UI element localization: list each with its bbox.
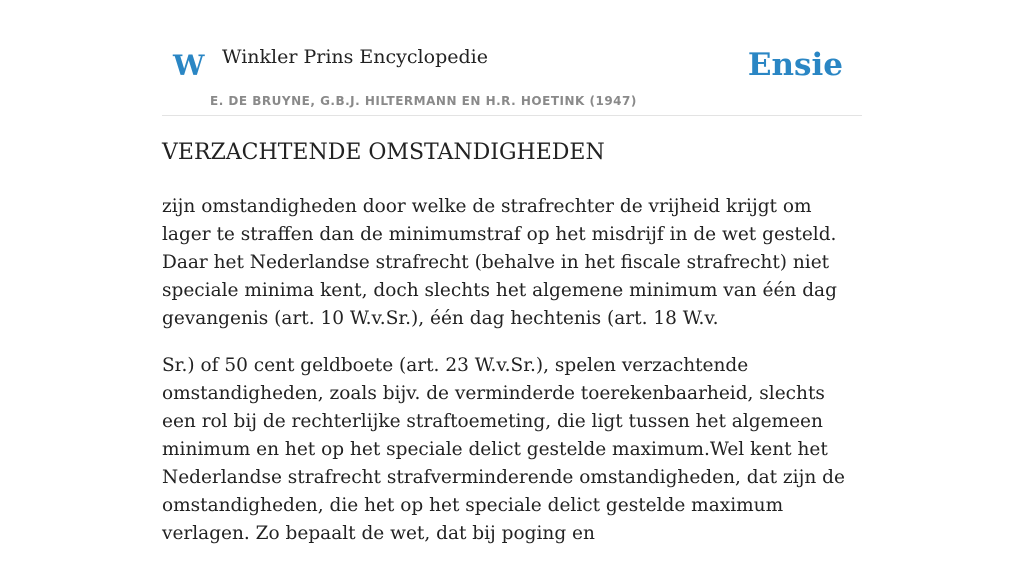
encyclopedia-logo[interactable]: W	[173, 49, 205, 82]
article-paragraph-2: Sr.) of 50 cent geldboete (art. 23 W.v.Sr.), spelen verzachtende omstandigheden, zoals bijv. de verminderde toerekenbaarheid, slechts een rol bij de rechterlijke straftoemeting, die ligt tussen het algemeen minimum en het op het speciale delict gestelde maximum.Wel kent het Nederlandse strafrecht strafverminderende omstandigheden, dat zijn de omstandigheden, die het op het speciale delict gestelde maximum verlagen. Zo bepaalt de wet, dat bij poging en	[162, 355, 845, 544]
source-authors: E. DE BRUYNE, G.B.J. HILTERMANN EN H.R. HOETINK (1947)	[210, 94, 637, 108]
article-paragraph-1: zijn omstandigheden door welke de strafrechter de vrijheid krijgt om lager te straffen dan de minimumstraf op het misdrijf in de wet gesteld. Daar het Nederlandse strafrecht (behalve in het fiscale strafrecht) niet speciale minima kent, doch slechts het algemene minimum van één dag gevangenis (art. 10 W.v.Sr.), één dag hechtenis (art. 18 W.v.	[162, 196, 837, 329]
source-title[interactable]: Winkler Prins Encyclopedie	[222, 46, 488, 68]
article-body	[162, 193, 862, 567]
article-title: VERZACHTENDE OMSTANDIGHEDEN	[162, 140, 605, 165]
site-header	[162, 32, 862, 116]
ensie-brand-link[interactable]: Ensie	[747, 47, 843, 83]
